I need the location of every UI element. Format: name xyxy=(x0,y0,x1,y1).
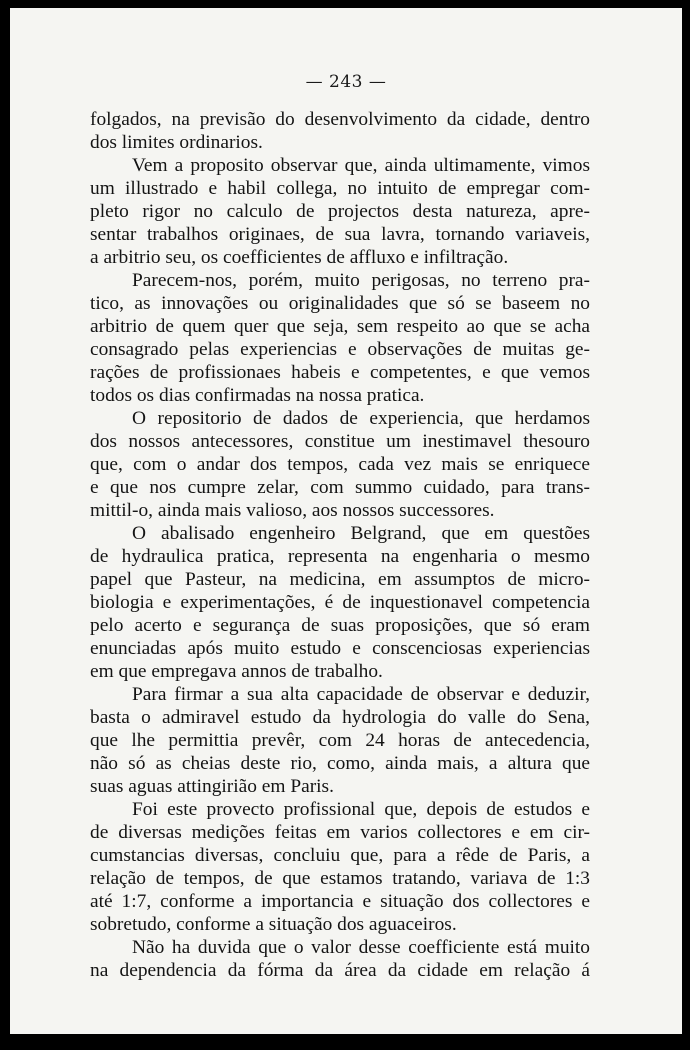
text-line: Para firmar a sua alta capacidade de observar e deduzir, xyxy=(132,684,590,705)
text-line: dos nossos antecessores, constitue um inestimavel thesouro xyxy=(90,431,590,452)
text-line: todos os dias confirmadas na nossa pratica. xyxy=(90,385,425,406)
text-line: enunciadas após muito estudo e conscenciosas experiencias xyxy=(90,638,590,659)
text-line: biologia e experimentações, é de inquestionavel competencia xyxy=(90,592,590,613)
text-line: pleto rigor no calculo de projectos desta natureza, apre- xyxy=(90,201,590,222)
text-line: sentar trabalhos originaes, de sua lavra, tornando variaveis, xyxy=(90,224,590,245)
text-line: cumstancias diversas, concluiu que, para a rêde de Paris, a xyxy=(90,845,590,866)
text-line: em que empregava annos de trabalho. xyxy=(90,661,383,682)
scanned-page xyxy=(10,8,682,1034)
text-line: O abalisado engenheiro Belgrand, que em questões xyxy=(132,523,590,544)
text-line: arbitrio de quem quer que seja, sem respeito ao que se acha xyxy=(90,316,590,337)
text-line: a arbitrio seu, os coefficientes de affluxo e infiltração. xyxy=(90,247,509,268)
text-line: tico, as innovações ou originalidades que só se baseem no xyxy=(90,293,590,314)
text-line: na dependencia da fórma da área da cidade em relação á xyxy=(90,960,590,981)
text-line: que lhe permittia prevêr, com 24 horas de antecedencia, xyxy=(90,730,590,751)
text-line: um illustrado e habil collega, no intuito de empregar com- xyxy=(90,178,590,199)
text-line: sobretudo, conforme a situação dos aguaceiros. xyxy=(90,914,457,935)
page-number: — 243 — xyxy=(305,72,387,92)
text-line: basta o admiravel estudo da hydrologia do valle do Sena, xyxy=(90,707,590,728)
text-line: Parecem-nos, porém, muito perigosas, no terreno pra- xyxy=(132,270,590,291)
text-line: O repositorio de dados de experiencia, que herdamos xyxy=(132,408,590,429)
text-line: Foi este provecto profissional que, depois de estudos e xyxy=(132,799,590,820)
text-line: mittil-o, ainda mais valioso, aos nossos successores. xyxy=(90,500,495,521)
text-line: até 1:7, conforme a importancia e situação dos collectores e xyxy=(90,891,590,912)
text-line: dos limites ordinarios. xyxy=(90,132,263,153)
text-line: pelo acerto e segurança de suas proposições, que só eram xyxy=(90,615,590,636)
text-line: consagrado pelas experiencias e observações de muitas ge- xyxy=(90,339,590,360)
text-line: folgados, na previsão do desenvolvimento da cidade, dentro xyxy=(90,109,590,130)
text-line: de hydraulica pratica, representa na engenharia o mesmo xyxy=(90,546,590,567)
text-line: papel que Pasteur, na medicina, em assumptos de micro- xyxy=(90,569,590,590)
text-line: rações de profissionaes habeis e competentes, e que vemos xyxy=(90,362,590,383)
text-line: e que nos cumpre zelar, com summo cuidado, para trans- xyxy=(90,477,590,498)
text-line: que, com o andar dos tempos, cada vez mais se enriquece xyxy=(90,454,590,475)
text-line: de diversas medições feitas em varios collectores e em cir- xyxy=(90,822,590,843)
text-line: suas aguas attingirião em Paris. xyxy=(90,776,334,797)
text-line: relação de tempos, de que estamos tratando, variava de 1:3 xyxy=(90,868,590,889)
text-line: Vem a proposito observar que, ainda ultimamente, vimos xyxy=(132,155,590,176)
text-line: Não ha duvida que o valor desse coefficiente está muito xyxy=(132,937,590,958)
text-line: não só as cheias deste rio, como, ainda mais, a altura que xyxy=(90,753,590,774)
body-text xyxy=(90,108,590,982)
